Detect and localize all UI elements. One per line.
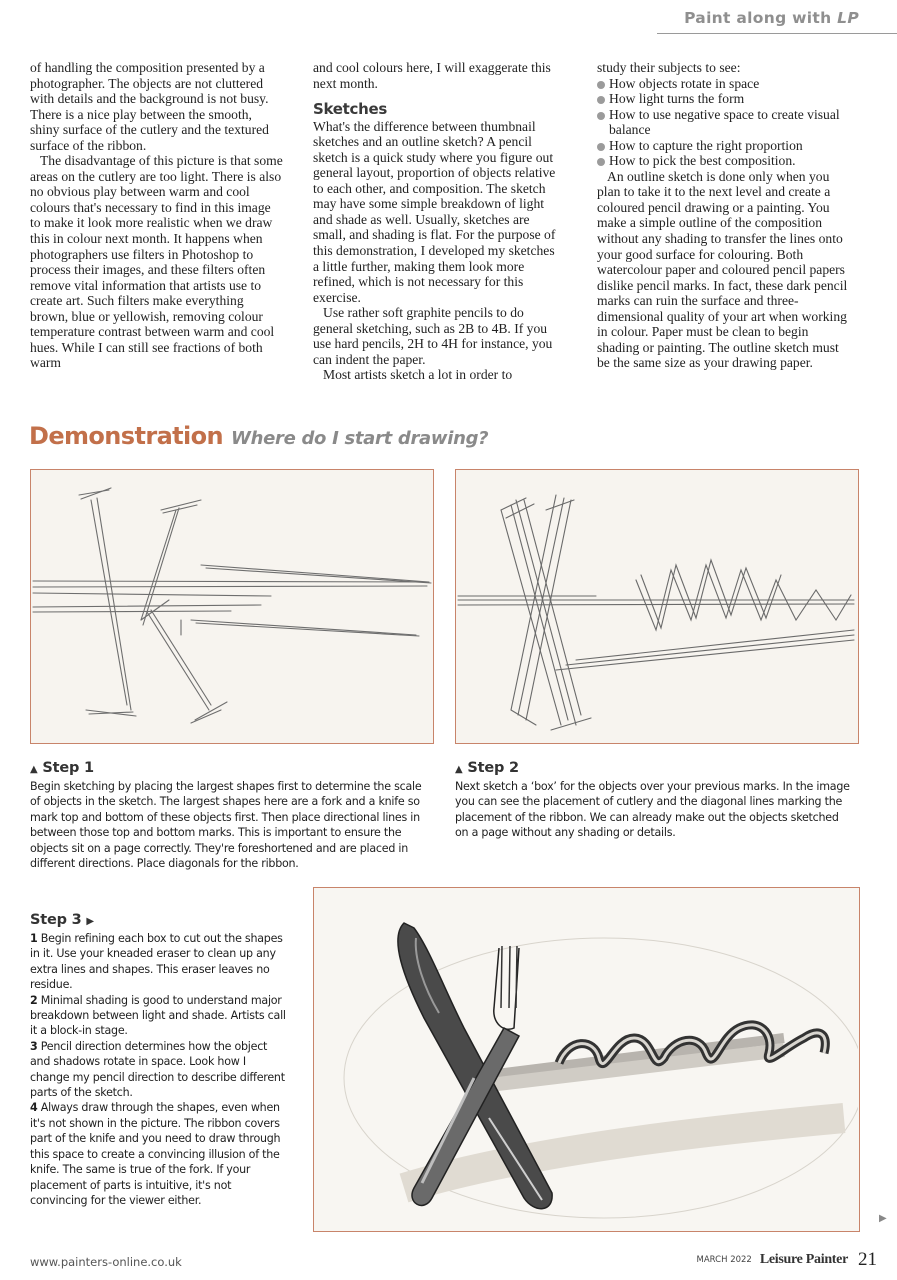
text-column-3 (597, 60, 849, 371)
header-lp: LP (837, 9, 859, 27)
triangle-up-icon: ▲ (30, 764, 38, 775)
step2-title: Step 2 (467, 760, 519, 776)
bullet-item: How to capture the right proportion (597, 138, 849, 154)
step3-sketch-drawing (314, 888, 858, 1230)
step1-sketch-image (30, 469, 434, 744)
sketches-heading: Sketches (313, 100, 387, 119)
triangle-right-icon: ▶ (86, 916, 94, 927)
step3-item (30, 931, 288, 993)
bullet-list (597, 76, 849, 169)
step3-title: Step 3 (30, 912, 82, 928)
page-number: 21 (858, 1249, 877, 1270)
magazine-name: Leisure Painter (759, 1252, 848, 1267)
step3-item-text: Begin refining each box to cut out the shapes in it. Use your kneaded eraser to clean up any extra lines and shapes. This eraser leaves no residue. (30, 932, 283, 992)
step2-text: Next sketch a ‘box’ for the objects over your previous marks. In the image you can see the placement of cutlery and the diagonal lines marking the placement of the ribbon. We can already make out the objects sketched on a page without any shading or details. (455, 780, 850, 840)
step3-item-text: Always draw through the shapes, even when it's not shown in the picture. The ribbon covers part of the knife and you need to draw through this space to create a convincing illusion of the knife. The same is true of the fork. If your placement of parts is intuitive, it's not convincing for the viewer either. (30, 1101, 281, 1207)
step3-item-number: 2 (30, 993, 38, 1007)
step3-sketch-image (313, 887, 860, 1232)
col2-para-3: Most artists sketch a lot in order to (323, 367, 513, 383)
next-page-arrow-icon: ▶ (879, 1213, 887, 1224)
col2-lead: and cool colours here, I will exaggerate this next month. (313, 60, 551, 91)
step3-item-text: Minimal shading is good to understand major breakdown between light and shade. Artists call it a block-in stage. (30, 993, 286, 1038)
header-rule (657, 33, 897, 35)
running-header (657, 8, 897, 34)
col3-para: An outline sketch is done only when you plan to take it to the next level and create a coloured pencil drawing or a painting. You make a simple outline of the composition without any shading to transfer the lines onto your good surface for colouring. Both watercolour paper and coloured pencil papers dislike pencil marks. In fact, these dark pencil marks can ruin the surface and three-dimensional quality of your art when working in colour. Paper must be clean to begin shading or painting. The outline sketch must be the same size as your drawing paper. (597, 168, 848, 371)
step3-item-number: 3 (30, 1039, 38, 1053)
step3-item (30, 993, 288, 1039)
col2-para-1: What's the difference between thumbnail sketches and an outline sketch? A pencil sketch is a quick study where you figure out general layout, proportion of objects relative to each other, and composition. The sketch may have some simple breakdown of light and shade as well. Usually, sketches are small, and shading is flat. For the purpose of this demonstration, I developed my sketches a little further, making them look more refined, which is not necessary for this exercise. (313, 118, 556, 305)
bullet-item: How to use negative space to create visual balance (597, 107, 849, 138)
step3-caption (30, 911, 288, 1208)
step2-sketch-image (455, 469, 859, 744)
col1-para-2: The disadvantage of this picture is that some areas on the cutlery are too light. There is also no obvious play between warm and cool colours that's necessary to find in this image to make it look more realistic when we draw this in colour next month. It happens when photographers use filters in Photoshop to process their images, and these filters often remove vital information that artists use to create art. Such filters make everything brown, blue or yellowish, removing colour temperature contrast between warm and cool hues. While I can still see fractions of both warm (30, 153, 283, 371)
step2-caption (455, 759, 855, 841)
step3-item-text: Pencil direction determines how the object and shadows rotate in space. Look how I change my pencil direction to describe different parts of the sketch. (30, 1039, 285, 1100)
step3-item (30, 1100, 288, 1208)
text-column-2 (313, 60, 563, 383)
step1-caption (30, 759, 430, 871)
step1-text: Begin sketching by placing the largest shapes first to determine the scale of objects in the sketch. The largest shapes here are a fork and a knife so mark top and bottom of these objects first. Then place directional lines in between those top and bottom marks. This is important to ensure the objects sit on a page correctly. They're foreshortened and are placed in different directions. Place diagonals for the ribbon. (30, 780, 422, 871)
col3-lead: study their subjects to see: (597, 60, 741, 75)
step2-sketch-drawing (456, 470, 857, 742)
step2-heading (455, 759, 855, 779)
bullet-item: How light turns the form (597, 91, 849, 107)
header-prefix: Paint along with (684, 9, 832, 27)
bullet-item: How objects rotate in space (597, 76, 849, 92)
col2-para-2: Use rather soft graphite pencils to do general sketching, such as 2B to 4B. If you use hard pencils, 2H to 4H for instance, you can indent the paper. (313, 305, 553, 367)
footer-url[interactable]: www.painters-online.co.uk (30, 1255, 182, 1269)
footer-info (697, 1249, 877, 1271)
footer-date: MARCH 2022 (696, 1255, 752, 1265)
triangle-up-icon: ▲ (455, 764, 463, 775)
step3-item-number: 4 (30, 1101, 38, 1115)
step1-title: Step 1 (42, 760, 94, 776)
demonstration-subtitle: Where do I start drawing? (231, 428, 489, 449)
step3-item-number: 1 (30, 932, 38, 945)
step1-heading (30, 759, 430, 779)
demonstration-heading (29, 422, 488, 450)
text-column-1 (30, 60, 283, 371)
demonstration-title: Demonstration (29, 422, 224, 450)
bullet-item: How to pick the best composition. (597, 153, 849, 169)
col1-para-1: of handling the composition presented by a photographer. The objects are not cluttered with details and the background is not busy. There is a nice play between the smooth, shiny surface of the cutlery and the textured surface of the ribbon. (30, 60, 269, 153)
header-text (684, 9, 859, 27)
step1-sketch-drawing (31, 470, 432, 742)
step3-item (30, 1039, 288, 1101)
step3-heading (30, 911, 288, 931)
